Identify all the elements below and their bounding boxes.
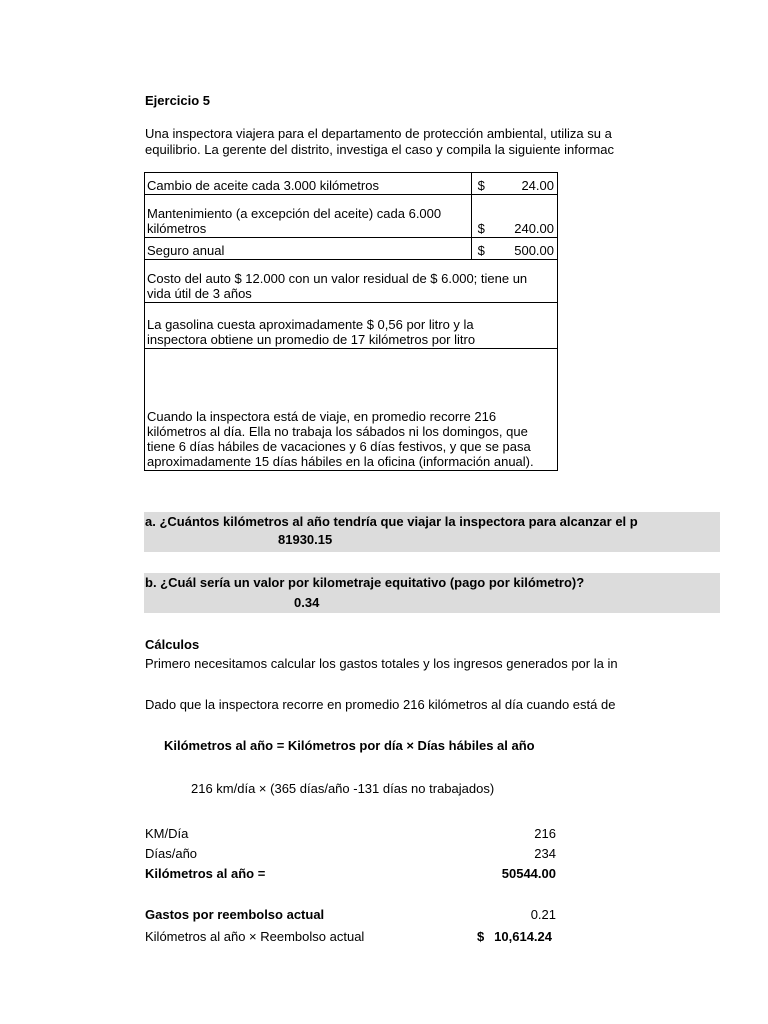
days-year-value: 234 xyxy=(534,846,556,861)
cell-desc xyxy=(145,260,558,303)
desc-line: inspectora obtiene un promedio de 17 kilómetros por litro xyxy=(147,332,476,347)
intro-line-2: equilibrio. La gerente del distrito, investiga el caso y compila la siguiente informac xyxy=(145,142,614,157)
cost-table xyxy=(144,172,558,471)
desc-line: La gasolina cuesta aproximadamente $ 0,56 por litro y la xyxy=(147,317,474,332)
cell-currency: $ xyxy=(471,173,502,195)
product-value: 10,614.24 xyxy=(494,929,552,944)
desc-line: Cambio de aceite cada 3.000 kilómetros xyxy=(147,178,379,193)
question-b-band xyxy=(144,573,720,613)
question-b-answer: 0.34 xyxy=(294,595,320,610)
table-row xyxy=(145,195,558,238)
cell-currency: $ xyxy=(471,195,502,238)
calc-line-2: Dado que la inspectora recorre en promedio 216 kilómetros al día cuando está de xyxy=(145,697,616,712)
cell-desc xyxy=(145,238,472,260)
desc-line: vida útil de 3 años xyxy=(147,286,252,301)
cell-currency: $ xyxy=(471,238,502,260)
formula-detail: 216 km/día × (365 días/año -131 días no trabajados) xyxy=(191,781,495,796)
intro-line-1: Una inspectora viajera para el departamento de protección ambiental, utiliza su a xyxy=(145,126,612,141)
cell-amount: 500.00 xyxy=(502,238,558,260)
table-row xyxy=(145,260,558,303)
desc-line: Mantenimiento (a excepción del aceite) cada 6.000 xyxy=(147,206,442,221)
question-a-answer: 81930.15 xyxy=(278,532,333,547)
km-day-value: 216 xyxy=(534,826,556,841)
km-day-label: KM/Día xyxy=(145,826,189,841)
cell-desc xyxy=(145,349,558,471)
table-row xyxy=(145,349,558,471)
formula: Kilómetros al año = Kilómetros por día × Días hábiles al año xyxy=(164,738,535,753)
reimb-value: 0.21 xyxy=(530,907,556,922)
reimb-label: Gastos por reembolso actual xyxy=(145,907,325,922)
calc-heading: Cálculos xyxy=(145,637,200,652)
desc-line: Cuando la inspectora está de viaje, en promedio recorre 216 xyxy=(147,409,497,424)
table-row xyxy=(145,303,558,349)
cell-desc xyxy=(145,303,558,349)
desc-line: Seguro anual xyxy=(147,243,225,258)
km-year-value: 50544.00 xyxy=(501,866,556,881)
cell-desc xyxy=(145,173,472,195)
table-row xyxy=(145,238,558,260)
cell-amount: 24.00 xyxy=(502,173,558,195)
desc-line: Costo del auto $ 12.000 con un valor residual de $ 6.000; tiene un xyxy=(147,271,528,286)
km-year-label: Kilómetros al año = xyxy=(145,866,266,881)
days-year-label: Días/año xyxy=(145,846,198,861)
question-b-text: b. ¿Cuál sería un valor por kilometraje equitativo (pago por kilómetro)? xyxy=(145,575,585,590)
desc-line: tiene 6 días hábiles de vacaciones y 6 días festivos, y que se pasa xyxy=(147,439,531,454)
question-a-text: a. ¿Cuántos kilómetros al año tendría que viajar la inspectora para alcanzar el p xyxy=(145,514,638,529)
cell-desc xyxy=(145,195,472,238)
exercise-title: Ejercicio 5 xyxy=(145,93,211,108)
desc-line: kilómetros al día. Ella no trabaja los sábados ni los domingos, que xyxy=(147,424,528,439)
product-label: Kilómetros al año × Reembolso actual xyxy=(145,929,365,944)
cell-amount: 240.00 xyxy=(502,195,558,238)
product-currency: $ xyxy=(477,929,485,944)
desc-line: kilómetros xyxy=(147,221,207,236)
desc-line: aproximadamente 15 días hábiles en la oficina (información anual). xyxy=(147,454,534,469)
calc-line-1: Primero necesitamos calcular los gastos totales y los ingresos generados por la in xyxy=(145,656,618,671)
question-a-band xyxy=(144,512,720,552)
table-row xyxy=(145,173,558,195)
